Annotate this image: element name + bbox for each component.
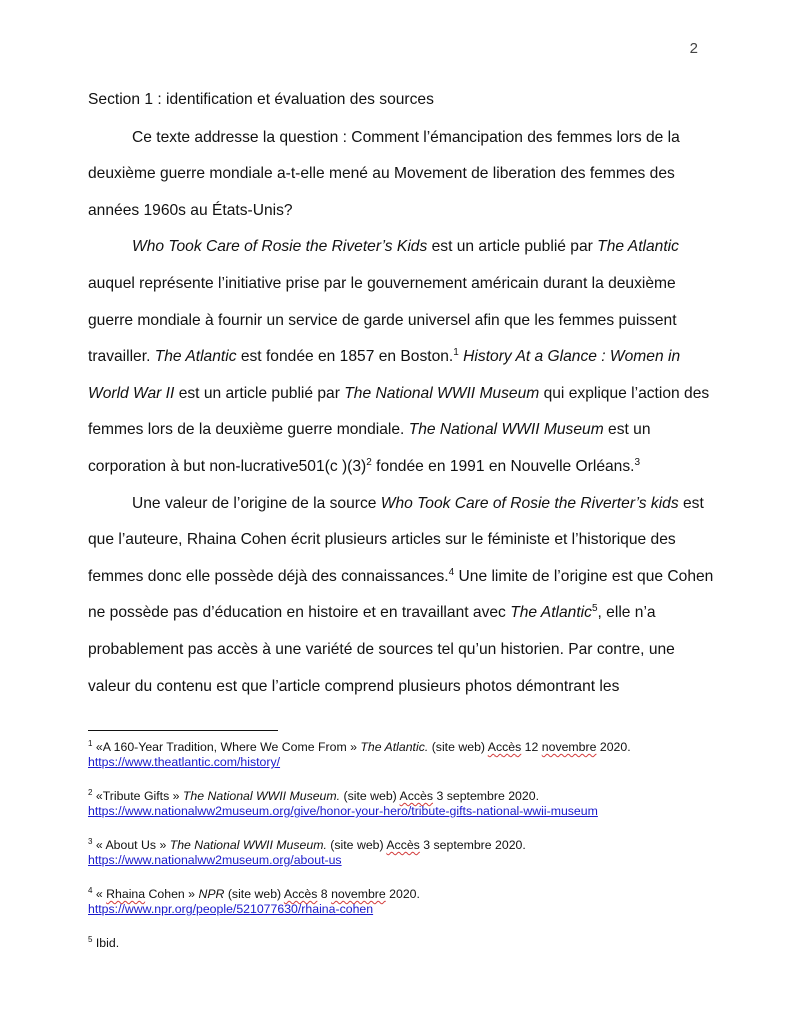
footnote-number: 1 [88, 738, 93, 748]
spellcheck-word: Accès [386, 838, 420, 852]
page-number: 2 [689, 40, 698, 57]
source-title: Who Took Care of Rosie the Riveter’s Kids [132, 238, 428, 256]
footnote-separator [88, 730, 278, 731]
text-run: « [92, 887, 107, 901]
publisher-name: The Atlantic [154, 348, 237, 366]
spellcheck-word: Accès [399, 789, 434, 803]
text-run: (site web) [326, 838, 387, 852]
spellcheck-word: Rhaina [106, 887, 146, 901]
footnote-1 [88, 740, 718, 770]
footnote-ref[interactable]: 4 [448, 566, 455, 578]
text-run: fondée en 1991 en Nouvelle Orléans. [371, 457, 635, 475]
footnote-link[interactable]: https://www.theatlantic.com/history/ [88, 755, 281, 769]
text-run: Une valeur de l’origine de la source [132, 494, 381, 512]
footnote-link[interactable]: https://www.nationalww2museum.org/about-us [88, 853, 342, 867]
text-run: Ibid. [92, 936, 120, 950]
text-run: «A 160-Year Tradition, Where We Come From » [92, 740, 361, 754]
footnote-3 [88, 838, 718, 868]
paragraph-question: Ce texte addresse la question : Comment l’émancipation des femmes lors de la deuxième guerre mondiale a-t-elle mené au Movement de liberation des femmes des années 1960s au États-Unis? [88, 128, 680, 219]
publisher-name: NPR [198, 887, 225, 901]
source-title: Who Took Care of Rosie the Riverter’s kids [380, 494, 679, 512]
publisher-name: The National WWII Museum. [169, 838, 327, 852]
text-run: auquel représente l’initiative prise par le gouvernement américain durant la deuxième guerre mondiale à fournir un service de garde universel afin que les femmes puissent travailler. [88, 274, 677, 366]
source-title: History At a Glance : Women in World War II [88, 348, 681, 402]
footnote-ref[interactable]: 3 [634, 456, 641, 468]
document-body [88, 82, 714, 705]
publisher-name: The Atlantic [597, 238, 679, 256]
text-run: , elle n’a probablement pas accès à une variété de sources tel qu’un historien. Par contre, une valeur du contenu est que l’article comprend plusieurs photos démontrant les [88, 604, 675, 695]
text-run: Une limite de l’origine est que Cohen ne possède pas d’éducation en histoire et en travaillant avec [88, 567, 714, 622]
text-run: 12 [521, 740, 542, 754]
footnote-number: 3 [88, 836, 93, 846]
text-run: qui explique l’action des femmes lors de la deuxième guerre mondiale. [88, 384, 710, 439]
text-run: « About Us » [92, 838, 170, 852]
footnote-2 [88, 789, 718, 819]
text-run: 2020. [385, 887, 420, 901]
footnotes [88, 740, 718, 970]
text-run: est un article publié par [174, 384, 345, 402]
spellcheck-word: Accès [283, 887, 318, 901]
text-run: «Tribute Gifts » [92, 789, 183, 803]
text-run: est fondée en 1857 en Boston. [236, 348, 454, 366]
publisher-name: The National WWII Museum [408, 421, 604, 439]
text-run: est un corporation à but non-lucrative501(c )(3) [88, 421, 651, 475]
footnote-5 [88, 936, 718, 951]
footnote-4 [88, 887, 718, 917]
spellcheck-word: novembre [541, 740, 597, 754]
footnote-ref[interactable]: 2 [366, 456, 372, 468]
text-run: est que l’auteure, Rhaina Cohen écrit plusieurs articles sur le féministe et l’historique des femmes donc elle possède déjà des connaissances. [88, 494, 704, 585]
text-run: 2020. [596, 740, 631, 754]
publisher-name: The National WWII Museum. [182, 789, 341, 803]
section-title: Section 1 : identification et évaluation des sources [88, 91, 434, 108]
footnote-number: 2 [88, 787, 93, 797]
paragraph-sources [88, 229, 714, 485]
text-run: 8 [317, 887, 332, 901]
text-run: Cohen » [145, 887, 199, 901]
text-run: (site web) [224, 887, 284, 901]
footnote-ref[interactable]: 5 [591, 603, 598, 615]
footnote-ref[interactable]: 1 [453, 346, 459, 358]
publisher-name: The Atlantic. [360, 740, 429, 754]
footnote-number: 5 [88, 934, 93, 944]
spellcheck-word: novembre [331, 887, 386, 901]
text-run: (site web) [428, 740, 488, 754]
publisher-name: The National WWII Museum [344, 384, 540, 402]
footnote-link[interactable]: https://www.npr.org/people/521077630/rhaina-cohen [88, 902, 374, 916]
text-run: est un article publié par [427, 238, 598, 256]
text-run: (site web) [340, 789, 400, 803]
paragraph-evaluation [88, 486, 714, 706]
publisher-name: The Atlantic [510, 604, 592, 622]
text-run: 3 septembre 2020. [433, 789, 539, 803]
text-run: 3 septembre 2020. [419, 838, 526, 852]
footnote-link[interactable]: https://www.nationalww2museum.org/give/honor-your-hero/tribute-gifts-national-wwii-museum [88, 804, 598, 818]
footnote-number: 4 [88, 885, 93, 895]
spellcheck-word: Accès [487, 740, 522, 754]
